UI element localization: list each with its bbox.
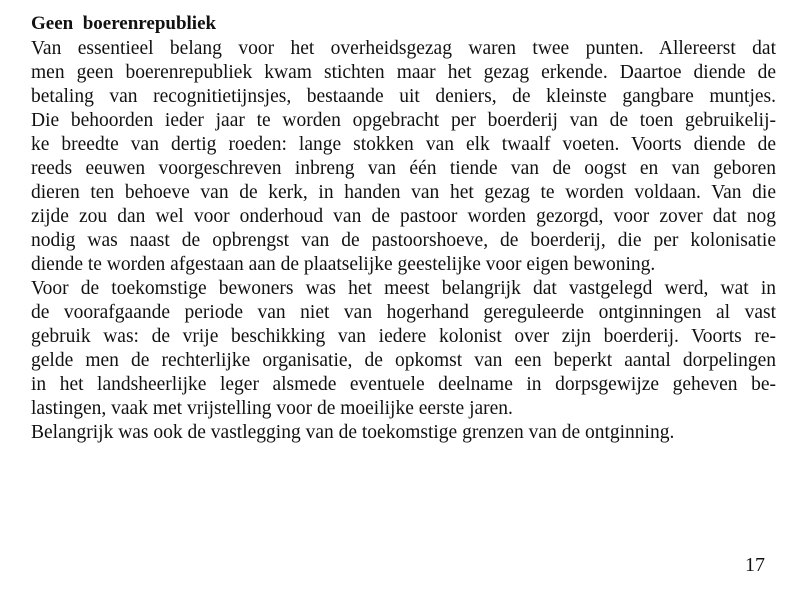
paragraph-line: Belangrijk was ook de vastlegging van de toekomstige grenzen van de ontginning. (31, 422, 675, 443)
paragraph-line: gelde men de rechterlijke organisatie, de opkomst van een beperkt aantal dorpelingen (31, 350, 776, 371)
paragraph-line: ke breedte van dertig roeden: lange stokken van elk twaalf voeten. Voorts diende de (31, 134, 776, 155)
section-heading: Geen boerenrepubliek (31, 13, 217, 34)
paragraph-line: lastingen, vaak met vrijstelling voor de moeilijke eerste jaren. (31, 398, 513, 419)
paragraph-line: zijde zou dan wel voor onderhoud van de pastoor worden gezorgd, voor zover dat nog (31, 206, 776, 227)
page-number: 17 (745, 554, 765, 576)
paragraph-line: reeds eeuwen voorgeschreven inbreng van één tiende van de oogst en van geboren (31, 158, 776, 179)
paragraph-line: Van essentieel belang voor het overheidsgezag waren twee punten. Allereerst dat (31, 38, 776, 59)
paragraph-line: Voor de toekomstige bewoners was het meest belangrijk dat vastgelegd werd, wat in (31, 278, 776, 299)
paragraph-line: dieren ten behoeve van de kerk, in handen van het gezag te worden voldaan. Van die (31, 182, 776, 203)
paragraph-line: de voorafgaande periode van niet van hogerhand gereguleerde ontginningen al vast (31, 302, 776, 323)
paragraph-line: gebruik was: de vrije beschikking van iedere kolonist over zijn boerderij. Voorts re- (31, 326, 776, 347)
paragraph-line: in het landsheerlijke leger alsmede eventuele deelname in dorpsgewijze geheven be- (31, 374, 776, 395)
paragraph-line: men geen boerenrepubliek kwam stichten maar het gezag erkende. Daartoe diende de (31, 62, 776, 83)
paragraph-line: betaling van recognitietijnsjes, bestaande uit deniers, de kleinste gangbare muntjes. (31, 86, 776, 107)
paragraph-line: Die behoorden ieder jaar te worden opgebracht per boerderij van de toen gebruikelij- (31, 110, 776, 131)
paragraph-line: nodig was naast de opbrengst van de pastoorshoeve, de boerderij, die per kolonisatie (31, 230, 776, 251)
paragraph-line: diende te worden afgestaan aan de plaatselijke geestelijke voor eigen bewoning. (31, 254, 656, 275)
